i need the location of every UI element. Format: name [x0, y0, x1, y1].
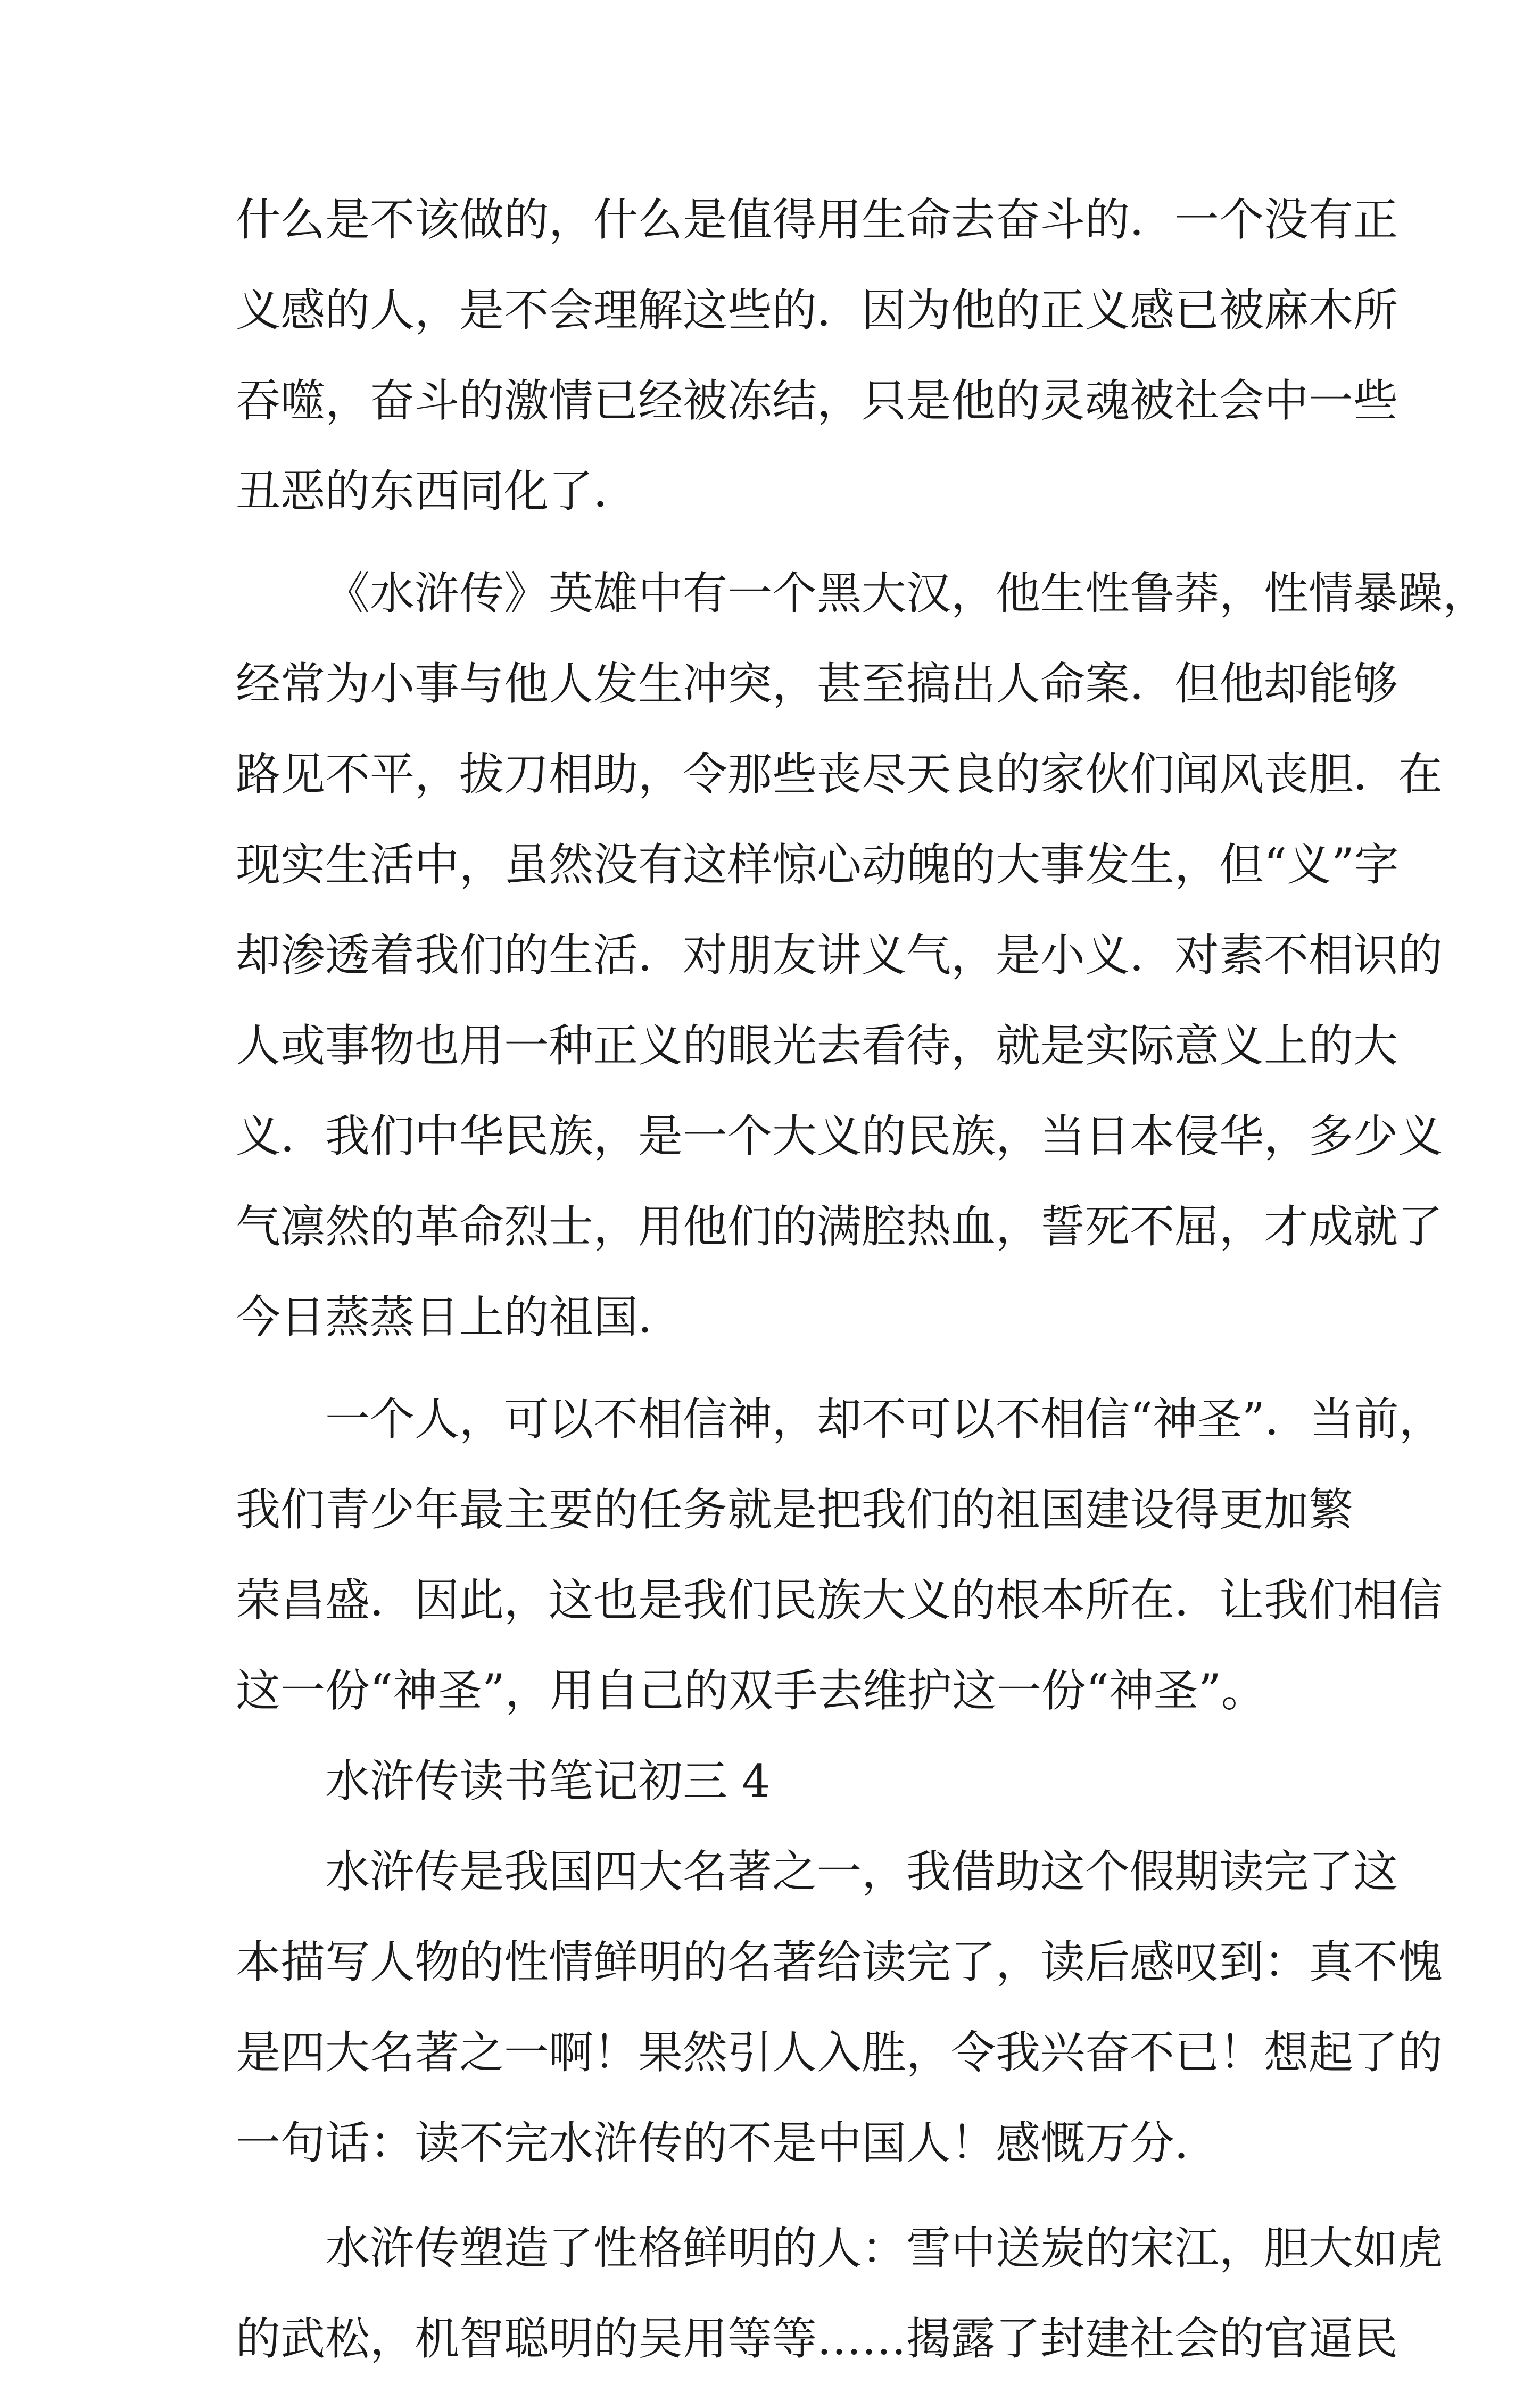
- text-line: 我们青少年最主要的任务就是把我们的祖国建设得更加繁: [236, 1484, 1354, 1536]
- paragraph-start-line: 《水浒传》英雄中有一个黑大汉，他生性鲁莽，性情暴躁，: [325, 567, 1488, 619]
- paragraph-start-line: 一个人，可以不相信神，却不可以不相信“神圣”．当前，: [325, 1393, 1444, 1445]
- text-line: 吞噬，奋斗的激情已经被冻结，只是他的灵魂被社会中一些: [236, 375, 1398, 427]
- section-heading: 水浒传读书笔记初三 4: [325, 1755, 771, 1807]
- text-line: 荣昌盛．因此，这也是我们民族大义的根本所在．让我们相信: [236, 1574, 1443, 1626]
- text-line: 人或事物也用一种正义的眼光去看待，就是实际意义上的大: [236, 1020, 1398, 1072]
- text-line: 今日蒸蒸日上的祖国．: [236, 1291, 683, 1343]
- text-line: 一句话：读不完水浒传的不是中国人！感慨万分．: [236, 2117, 1220, 2169]
- text-line: 义．我们中华民族，是一个大义的民族，当日本侵华，多少义: [236, 1110, 1443, 1162]
- text-line: 是四大名著之一啊！果然引人入胜，令我兴奋不已！想起了的: [236, 2026, 1443, 2079]
- text-line: 经常为小事与他人发生冲突，甚至搞出人命案．但他却能够: [236, 658, 1398, 710]
- text-line: 丑恶的东西同化了．: [236, 465, 639, 517]
- body-text: [236, 175, 1488, 2384]
- text-line: 气凛然的革命烈士，用他们的满腔热血，誓死不屈，才成就了: [236, 1201, 1443, 1253]
- text-line: 的武松，机智聪明的吴用等等……揭露了封建社会的官逼民: [236, 2313, 1398, 2365]
- text-line: 却渗透着我们的生活．对朋友讲义气，是小义．对素不相识的: [236, 929, 1443, 981]
- text-line: 现实生活中，虽然没有这样惊心动魄的大事发生，但“义”字: [236, 839, 1399, 891]
- paragraph-start-line: 水浒传塑造了性格鲜明的人：雪中送炭的宋江，胆大如虎: [325, 2222, 1443, 2274]
- paragraph-start-line: 水浒传是我国四大名著之一，我借助这个假期读完了这: [325, 1845, 1398, 1898]
- text-line: 义感的人，是不会理解这些的．因为他的正义感已被麻木所: [236, 284, 1398, 336]
- text-line: 这一份“神圣”，用自己的双手去维护这一份“神圣”。: [236, 1665, 1266, 1717]
- text-line: 路见不平，拔刀相助，令那些丧尽天良的家伙们闻风丧胆．在: [236, 748, 1443, 800]
- text-line: 本描写人物的性情鲜明的名著给读完了，读后感叹到：真不愧: [236, 1936, 1443, 1988]
- text-line: 什么是不该做的，什么是值得用生命去奋斗的．一个没有正: [236, 194, 1398, 246]
